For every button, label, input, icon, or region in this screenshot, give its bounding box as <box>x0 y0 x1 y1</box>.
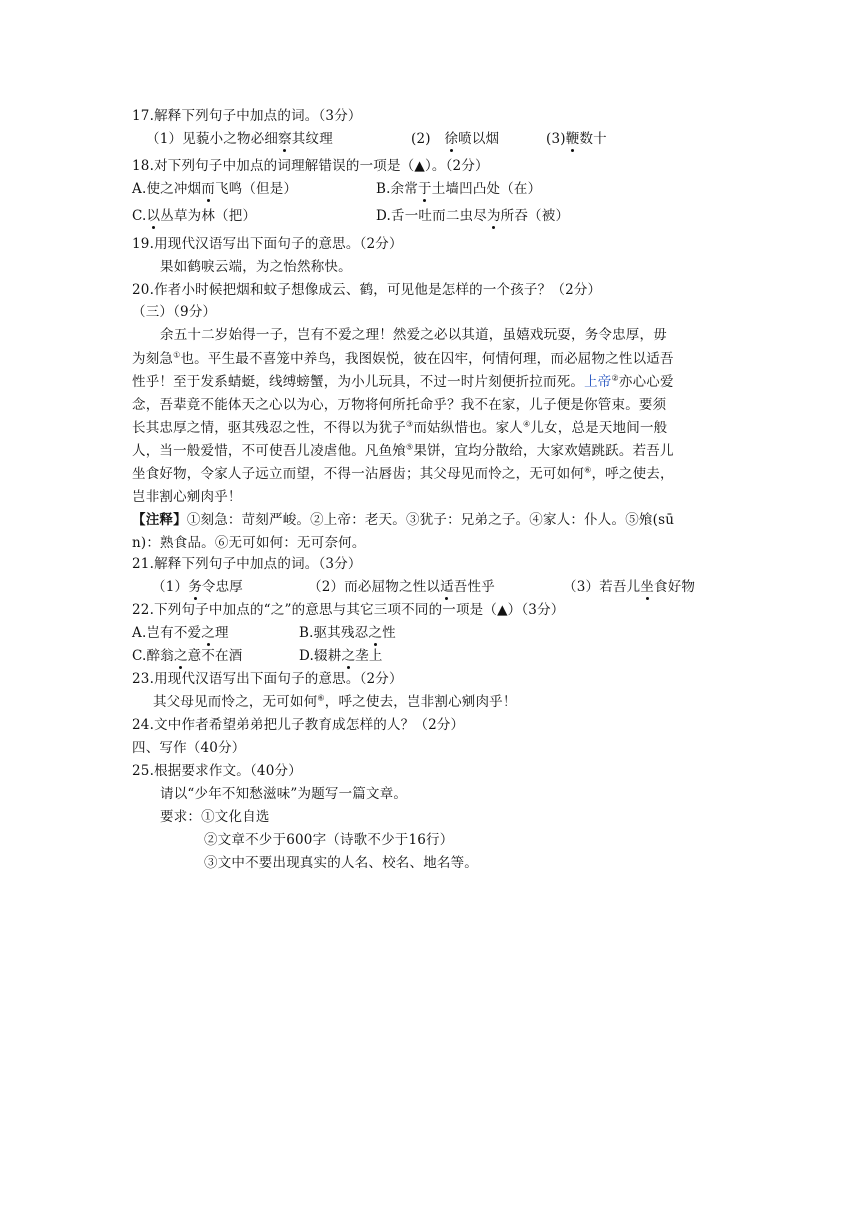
q25-prompt: 请以“少年不知愁滋味”为题写一篇文章。 <box>160 786 408 802</box>
q23-sentence: 其父母见而怜之，无可如何⑥，呼之使去，岂非割心剜肉乎！ <box>153 693 517 710</box>
q18-option-c: C.以丛草为林（把） <box>132 208 257 224</box>
q17-title: 17.解释下列句子中加点的词。（3分） <box>132 108 362 124</box>
q18-option-b: B.余常于土墙凹凸处（在） <box>376 181 542 197</box>
q25-requirement-3: ③文中不要出现真实的人名、校名、地名等。 <box>204 855 478 871</box>
q21-item-2: （2）而必屈物之性以适吾性乎 <box>308 579 495 595</box>
q17-item-2: (2) 徐喷以烟 <box>411 131 500 147</box>
q22-option-b: B.驱其残忍之性 <box>299 625 396 641</box>
notes-line-2: n)：熟食品。⑥无可如何：无可奈何。 <box>132 535 366 551</box>
section3-heading: （三）（9分） <box>132 304 217 320</box>
passage-line-3: 性乎！至于发系蜻蜓，线缚螃蟹，为小儿玩具，不过一时片刻便折拉而死。上帝②亦心心爱 <box>132 373 674 390</box>
q17-item-3: (3)鞭数十 <box>546 131 607 147</box>
passage-line-2: 为刻急①也。平生最不喜笼中养鸟，我图娱悦，彼在囚牢，何情何理，而必屈物之性以适吾 <box>132 350 674 367</box>
q23-title: 23.用现代汉语写出下面句子的意思。（2分） <box>132 671 403 687</box>
q22-title: 22.下列句子中加点的“之”的意思与其它三项不同的一项是（▲）（3分） <box>132 602 565 618</box>
q21-item-3: （3）若吾儿坐食好物 <box>563 579 696 595</box>
q24-title: 24.文中作者希望弟弟把儿子教育成怎样的人？（2分） <box>132 717 465 733</box>
q17-item-1: （1）见藐小之物必细察其纹理 <box>146 131 333 147</box>
passage-line-1: 余五十二岁始得一子，岂有不爱之理！然爱之必以其道，虽嬉戏玩耍，务令忠厚，毋 <box>160 327 667 343</box>
q19-sentence: 果如鹤唳云端，为之怡然称快。 <box>160 259 352 275</box>
section4-heading: 四、写作（40分） <box>132 740 246 756</box>
passage-line-6: 人，当一般爱惜，不可使吾儿凌虐他。凡鱼飧⑤果饼，宜均分散给，大家欢嬉跳跃。若吾儿 <box>132 442 674 459</box>
q21-item-1: （1）务令忠厚 <box>152 579 244 595</box>
q18-option-a: A.使之冲烟而飞鸣（但是） <box>132 181 298 197</box>
q22-option-c: C.醉翁之意不在酒 <box>132 648 243 664</box>
q22-option-d: D.辍耕之垄上 <box>299 648 383 664</box>
q21-title: 21.解释下列句子中加点的词。（3分） <box>132 556 362 572</box>
q19-title: 19.用现代汉语写出下面句子的意思。（2分） <box>132 236 403 252</box>
q20-title: 20.作者小时候把烟和蚊子想像成云、鹤，可见他是怎样的一个孩子？（2分） <box>132 282 602 298</box>
passage-line-4: 念，吾辈竟不能体天之心以为心，万物将何所托命乎？我不在家，儿子便是你管束。要须 <box>132 397 667 413</box>
passage-line-8: 岂非割心剜肉乎！ <box>132 489 242 505</box>
notes-line-1: 【注释】①刻急：苛刻严峻。②上帝：老天。③犹子：兄弟之子。④家人：仆人。⑤飧(sū <box>132 512 675 528</box>
q25-title: 25.根据要求作文。（40分） <box>132 763 302 779</box>
q25-requirement-2: ②文章不少于600字（诗歌不少于16行） <box>204 832 454 848</box>
q18-title: 18.对下列句子中加点的词理解错误的一项是（▲）。（2分） <box>132 158 489 174</box>
q18-option-d: D.舌一吐而二虫尽为所吞（被） <box>376 208 570 224</box>
q22-option-a: A.岂有不爱之理 <box>132 625 229 641</box>
passage-line-7: 坐食好物，令家人子远立而望，不得一沾唇齿；其父母见而怜之，无可如何⑥，呼之使去， <box>132 465 674 482</box>
q25-requirement-1: 要求：①文化自选 <box>160 809 270 825</box>
passage-line-5: 长其忠厚之情，驱其残忍之性，不得以为犹子③而姑纵惜也。家人④儿女，总是天地间一般 <box>132 419 668 436</box>
